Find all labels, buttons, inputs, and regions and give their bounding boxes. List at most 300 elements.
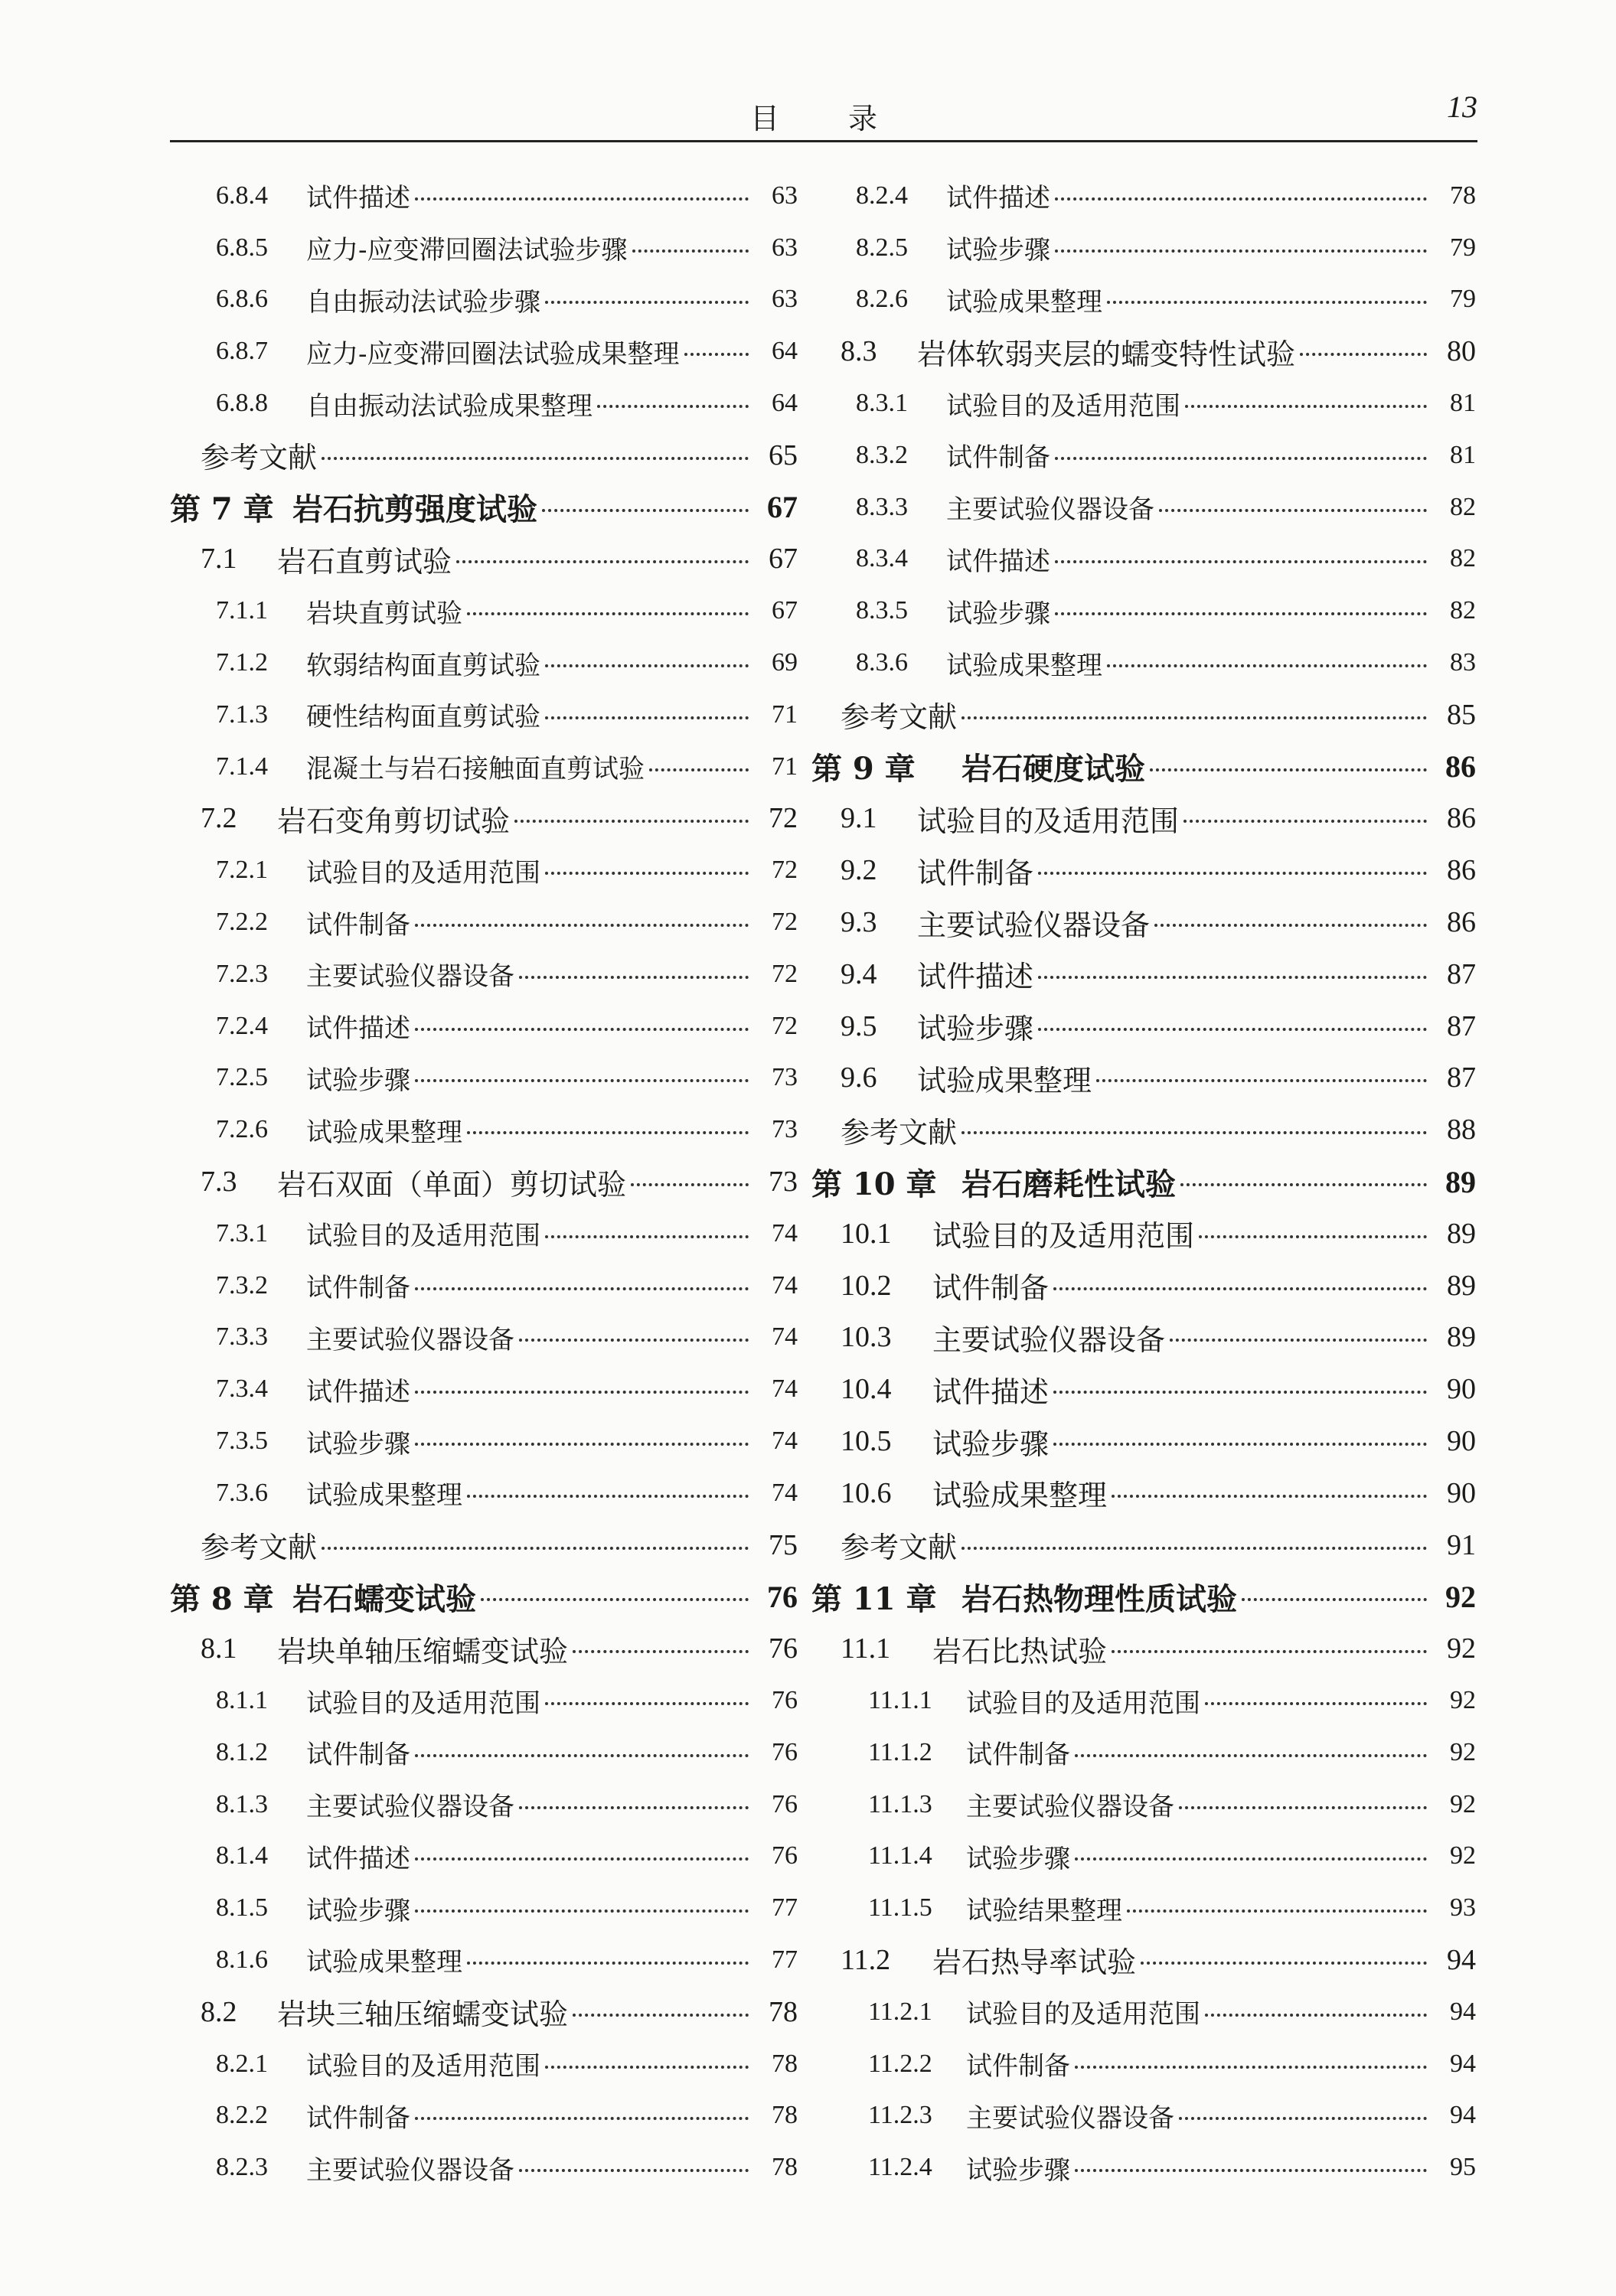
toc-entry-page: 81	[1450, 389, 1476, 418]
dot-leader	[1150, 768, 1427, 771]
toc-entry-title: 主要试验仪器设备	[966, 2102, 1174, 2134]
toc-entry-number: 8.1.5	[216, 1893, 268, 1923]
toc-entry-title: 岩体软弱夹层的蠕变特性试验	[917, 337, 1296, 371]
dot-leader	[415, 1910, 749, 1913]
dot-leader	[1038, 976, 1427, 979]
dot-leader	[573, 1650, 749, 1653]
toc-entry[interactable]	[170, 170, 798, 222]
toc-entry-page: 89	[1447, 1321, 1476, 1354]
toc-entry[interactable]	[856, 1779, 1476, 1831]
toc-entry[interactable]	[170, 689, 798, 741]
toc-entry-number: 10.4	[841, 1373, 892, 1406]
toc-entry-number: 10.5	[841, 1425, 892, 1458]
toc-entry-page: 89	[1447, 1269, 1476, 1302]
dot-leader	[1180, 1183, 1427, 1186]
toc-entry[interactable]	[170, 325, 798, 377]
toc-entry[interactable]	[170, 1312, 798, 1364]
toc-entry-number: 7.3	[201, 1166, 237, 1199]
toc-entry[interactable]	[170, 948, 798, 1000]
toc-entry-number: 6.8.4	[216, 181, 268, 210]
toc-entry[interactable]	[170, 1208, 798, 1260]
toc-entry-title: 试验成果整理	[306, 1480, 462, 1512]
dot-leader	[415, 1028, 749, 1031]
toc-entry-number: 7.1.3	[216, 700, 268, 729]
toc-entry[interactable]	[856, 533, 1476, 585]
toc-entry-number: 6.8.7	[216, 337, 268, 366]
dot-leader	[1075, 1754, 1427, 1757]
toc-entry-title: 试件制备	[306, 1740, 410, 1771]
dot-leader	[1112, 1495, 1427, 1498]
toc-entry-title: 岩块单轴压缩蠕变试验	[277, 1634, 569, 1668]
toc-entry-page: 65	[769, 439, 798, 471]
toc-entry-page: 76	[772, 1841, 798, 1870]
toc-entry-title: 试验目的及适用范围	[917, 804, 1180, 838]
dot-leader	[1179, 1806, 1427, 1809]
toc-entry-title: 试验目的及适用范围	[306, 2051, 540, 2082]
toc-entry[interactable]	[841, 1052, 1476, 1104]
toc-entry-page: 73	[769, 1166, 798, 1199]
toc-entry[interactable]	[170, 1156, 798, 1208]
toc-entry[interactable]	[841, 1000, 1476, 1052]
toc-entry-number: 10.2	[841, 1269, 892, 1302]
toc-entry-number: 8.1.3	[216, 1789, 268, 1818]
toc-entry-page: 85	[1447, 698, 1476, 731]
toc-entry-number: 7.2	[201, 802, 237, 835]
dot-leader	[1300, 353, 1427, 356]
toc-entry[interactable]	[856, 637, 1476, 689]
dot-leader	[1055, 197, 1427, 201]
dot-leader	[456, 560, 749, 563]
toc-entry-page: 63	[772, 233, 798, 262]
dot-leader	[519, 976, 749, 979]
toc-entry[interactable]	[841, 1415, 1476, 1467]
toc-entry[interactable]	[170, 2089, 798, 2141]
dot-leader	[514, 820, 749, 823]
toc-entry-number: 11.1.4	[868, 1841, 932, 1870]
toc-entry-page: 94	[1447, 1943, 1476, 1976]
dot-leader	[467, 612, 749, 615]
toc-entry-number: 11.1.3	[868, 1789, 932, 1818]
toc-entry[interactable]	[856, 2089, 1476, 2141]
toc-entry-page: 94	[1450, 2049, 1476, 2078]
toc-entry-page: 82	[1450, 544, 1476, 573]
dot-leader	[545, 716, 749, 719]
dot-leader	[545, 664, 749, 667]
toc-entry-number: 7.3.5	[216, 1427, 268, 1456]
toc-entry-page: 86	[1447, 854, 1476, 887]
toc-entry-title: 主要试验仪器设备	[306, 1324, 514, 1355]
toc-entry[interactable]	[856, 1986, 1476, 2038]
toc-entry-title: 主要试验仪器设备	[946, 494, 1154, 526]
dot-leader	[542, 509, 749, 512]
dot-leader	[1127, 1910, 1427, 1913]
dot-leader	[415, 1857, 749, 1861]
toc-entry-title: 试验步骤	[946, 598, 1050, 629]
toc-entry-page: 76	[772, 1686, 798, 1714]
toc-entry[interactable]	[841, 1519, 1476, 1571]
toc-right-column	[811, 170, 1476, 2193]
toc-entry-title: 试验步骤	[306, 1895, 410, 1926]
dot-leader	[1107, 301, 1427, 304]
toc-entry-page: 86	[1445, 749, 1476, 784]
toc-entry-page: 76	[767, 1579, 798, 1614]
toc-entry[interactable]	[841, 689, 1476, 741]
toc-entry-number: 第 7 章	[170, 491, 274, 528]
toc-entry-page: 74	[772, 1478, 798, 1507]
toc-entry[interactable]	[170, 1571, 798, 1623]
toc-entry[interactable]	[170, 1260, 798, 1312]
toc-entry-title: 试验结果整理	[966, 1895, 1122, 1926]
toc-entry-page: 78	[772, 2101, 798, 2130]
toc-entry-number: 8.2.3	[216, 2153, 268, 2182]
toc-entry-page: 71	[772, 752, 798, 781]
toc-entry-page: 73	[772, 1063, 798, 1092]
toc-entry[interactable]	[170, 1415, 798, 1467]
toc-entry-number: 8.1.1	[216, 1686, 268, 1714]
toc-entry[interactable]	[856, 1882, 1476, 1934]
dot-leader	[1055, 612, 1427, 615]
toc-entry[interactable]	[841, 1260, 1476, 1312]
toc-entry-title: 试验步骤	[946, 235, 1050, 266]
toc-entry-title: 岩石热物理性质试验	[961, 1580, 1237, 1617]
toc-entry[interactable]	[170, 844, 798, 896]
toc-entry[interactable]	[170, 222, 798, 274]
toc-entry-page: 72	[772, 856, 798, 885]
toc-entry-title: 试件制备	[917, 856, 1034, 890]
toc-entry-title: 试件描述	[306, 183, 410, 214]
toc-entry-page: 92	[1447, 1632, 1476, 1665]
toc-entry[interactable]	[811, 1571, 1476, 1623]
toc-entry[interactable]	[841, 1363, 1476, 1415]
toc-entry-page: 69	[772, 648, 798, 677]
toc-entry-title: 试验成果整理	[306, 1947, 462, 1978]
toc-entry-title: 自由振动法试验步骤	[306, 286, 540, 318]
toc-entry-title: 参考文献	[841, 1531, 958, 1565]
toc-entry-number: 9.4	[841, 957, 877, 990]
toc-entry-number: 10.6	[841, 1476, 892, 1509]
toc-entry[interactable]	[841, 325, 1476, 377]
toc-entry-number: 7.2.6	[216, 1115, 268, 1144]
toc-entry-number: 11.1.1	[868, 1686, 932, 1714]
toc-entry-number: 11.2.2	[868, 2049, 932, 2078]
toc-entry[interactable]	[856, 2141, 1476, 2193]
toc-entry-page: 72	[772, 908, 798, 937]
toc-entry-page: 93	[1450, 1893, 1476, 1923]
toc-entry-page: 67	[772, 596, 798, 625]
toc-entry[interactable]	[856, 429, 1476, 481]
toc-entry-title: 应力-应变滞回圈法试验步骤	[306, 235, 628, 266]
toc-entry[interactable]	[170, 1519, 798, 1571]
toc-entry[interactable]	[856, 2038, 1476, 2090]
toc-entry[interactable]	[170, 1727, 798, 1779]
toc-entry[interactable]	[170, 429, 798, 481]
dot-leader	[1242, 1598, 1427, 1601]
toc-entry[interactable]	[170, 1104, 798, 1156]
toc-entry[interactable]	[841, 844, 1476, 896]
dot-leader	[415, 1754, 749, 1757]
toc-entry-page: 74	[772, 1375, 798, 1404]
toc-entry[interactable]	[841, 948, 1476, 1000]
toc-entry-page: 91	[1447, 1528, 1476, 1561]
dot-leader	[1053, 1287, 1427, 1290]
toc-entry-number: 8.3.3	[856, 492, 908, 521]
toc-entry-page: 63	[772, 285, 798, 314]
toc-entry[interactable]	[856, 222, 1476, 274]
toc-entry-page: 76	[772, 1737, 798, 1766]
toc-entry-number: 7.3.2	[216, 1270, 268, 1300]
toc-entry-number: 8.3.6	[856, 648, 908, 677]
toc-entry[interactable]	[841, 1467, 1476, 1519]
toc-entry-number: 8.2.6	[856, 285, 908, 314]
dot-leader	[1096, 1079, 1427, 1082]
toc-entry-title: 试件描述	[932, 1375, 1050, 1409]
toc-entry-page: 71	[772, 700, 798, 729]
toc-entry-number: 第 10 章	[811, 1166, 937, 1202]
toc-entry[interactable]	[856, 274, 1476, 326]
toc-entry[interactable]	[856, 170, 1476, 222]
toc-entry[interactable]	[170, 1779, 798, 1831]
toc-entry-number: 10.1	[841, 1217, 892, 1250]
dot-leader	[632, 249, 749, 253]
toc-entry-number: 11.1.2	[868, 1737, 932, 1766]
toc-entry-title: 岩石蠕变试验	[292, 1580, 476, 1617]
toc-entry-page: 86	[1447, 906, 1476, 939]
toc-entry-number: 11.1	[841, 1632, 891, 1665]
toc-entry[interactable]	[170, 1934, 798, 1986]
toc-entry[interactable]	[170, 1623, 798, 1675]
toc-entry-page: 92	[1445, 1579, 1476, 1614]
toc-entry-number: 8.3.4	[856, 544, 908, 573]
toc-entry[interactable]	[170, 274, 798, 326]
dot-leader	[415, 924, 749, 927]
toc-entry-title: 岩块三轴压缩蠕变试验	[277, 1998, 569, 2032]
toc-entry[interactable]	[170, 1363, 798, 1415]
toc-entry[interactable]	[170, 1467, 798, 1519]
toc-entry[interactable]	[170, 533, 798, 585]
toc-entry-title: 岩石直剪试验	[277, 544, 452, 579]
toc-entry-page: 74	[772, 1322, 798, 1352]
toc-entry[interactable]	[856, 1831, 1476, 1883]
dot-leader	[1075, 2066, 1427, 2069]
toc-left-column	[170, 170, 798, 2193]
dot-leader	[545, 1702, 749, 1705]
toc-entry[interactable]	[841, 1934, 1476, 1986]
toc-entry-title: 试验成果整理	[932, 1479, 1108, 1513]
toc-entry[interactable]	[841, 896, 1476, 948]
toc-entry-title: 应力-应变滞回圈法试验成果整理	[306, 338, 680, 370]
toc-entry-page: 73	[772, 1115, 798, 1144]
toc-entry-page: 92	[1450, 1841, 1476, 1870]
toc-entry-number: 9.3	[841, 906, 877, 939]
toc-entry-title: 试件描述	[306, 1843, 410, 1874]
dot-leader	[1159, 509, 1427, 512]
toc-entry-title: 试验目的及适用范围	[306, 1688, 540, 1719]
toc-entry-title: 试件制备	[946, 442, 1050, 474]
toc-entry-title: 主要试验仪器设备	[966, 1792, 1174, 1823]
toc-entry-title: 试件制备	[932, 1271, 1050, 1306]
toc-entry-page: 90	[1447, 1425, 1476, 1458]
toc-entry-title: 试验目的及适用范围	[946, 390, 1180, 422]
toc-entry-number: 11.2.3	[868, 2101, 932, 2130]
toc-entry-number: 7.1.4	[216, 752, 268, 781]
toc-entry[interactable]	[841, 1104, 1476, 1156]
dot-leader	[519, 1806, 749, 1809]
dot-leader	[322, 457, 749, 460]
dot-leader	[961, 1547, 1427, 1550]
dot-leader	[597, 405, 749, 408]
toc-entry-page: 78	[772, 2049, 798, 2078]
toc-entry-page: 67	[769, 543, 798, 576]
toc-entry[interactable]	[170, 896, 798, 948]
toc-entry[interactable]	[856, 377, 1476, 429]
toc-entry-title: 试验目的及适用范围	[966, 1999, 1200, 2030]
toc-entry-title: 试件描述	[946, 546, 1050, 577]
dot-leader	[1183, 820, 1427, 823]
dot-leader	[1038, 1028, 1427, 1031]
toc-entry-page: 89	[1445, 1164, 1476, 1199]
toc-entry[interactable]	[811, 741, 1476, 793]
dot-leader	[961, 1131, 1427, 1134]
toc-entry[interactable]	[170, 585, 798, 637]
dot-leader	[1170, 1339, 1427, 1342]
toc-entry-number: 8.1.6	[216, 1945, 268, 1974]
toc-entry-number: 7.1	[201, 543, 237, 576]
toc-entry[interactable]	[170, 793, 798, 845]
toc-entry-title: 试件描述	[946, 183, 1050, 214]
dot-leader	[1053, 1443, 1427, 1446]
toc-entry-title: 主要试验仪器设备	[932, 1322, 1166, 1357]
toc-entry-page: 90	[1447, 1373, 1476, 1406]
dot-leader	[481, 1598, 749, 1601]
toc-entry-title: 试验成果整理	[946, 650, 1102, 681]
toc-entry-title: 岩石热导率试验	[932, 1945, 1137, 1980]
toc-entry-title: 试件制备	[966, 2051, 1070, 2082]
toc-entry-title: 试验步骤	[932, 1427, 1050, 1461]
toc-entry-number: 7.1.1	[216, 596, 268, 625]
toc-entry[interactable]	[841, 1623, 1476, 1675]
toc-entry-number: 7.2.5	[216, 1063, 268, 1092]
dot-leader	[415, 1079, 749, 1082]
toc-entry-title: 试验成果整理	[917, 1063, 1092, 1097]
toc-entry-number: 7.2.4	[216, 1011, 268, 1040]
toc-entry-page: 92	[1450, 1737, 1476, 1766]
toc-entry-title: 试件描述	[306, 1013, 410, 1045]
toc-entry[interactable]	[170, 1986, 798, 2038]
toc-entry-number: 7.2.2	[216, 908, 268, 937]
toc-entry[interactable]	[170, 2038, 798, 2090]
toc-entry[interactable]	[170, 1000, 798, 1052]
dot-leader	[519, 2169, 749, 2172]
page-number: 13	[1447, 90, 1477, 124]
toc-entry-page: 74	[772, 1427, 798, 1456]
toc-entry-title: 试验步骤	[917, 1012, 1034, 1046]
dot-leader	[415, 197, 749, 201]
dot-leader	[1055, 560, 1427, 563]
toc-entry-title: 岩块直剪试验	[306, 598, 462, 629]
toc-entry-title: 试验步骤	[966, 1843, 1070, 1874]
toc-entry-number: 7.3.4	[216, 1375, 268, 1404]
toc-entry-number: 7.1.2	[216, 648, 268, 677]
toc-entry[interactable]	[170, 2141, 798, 2193]
toc-entry[interactable]	[170, 377, 798, 429]
toc-entry-number: 8.3	[841, 335, 877, 368]
toc-entry-title: 试验目的及适用范围	[306, 857, 540, 889]
toc-entry[interactable]	[170, 1882, 798, 1934]
toc-entry-number: 7.3.6	[216, 1478, 268, 1507]
toc-entry[interactable]	[170, 637, 798, 689]
toc-entry-title: 参考文献	[841, 700, 958, 735]
dot-leader	[1199, 1235, 1427, 1238]
toc-entry[interactable]	[856, 1675, 1476, 1727]
toc-entry-title: 岩石磨耗性试验	[961, 1166, 1176, 1202]
toc-entry-page: 94	[1450, 1997, 1476, 2026]
toc-entry[interactable]	[856, 585, 1476, 637]
toc-entry-number: 7.2.1	[216, 856, 268, 885]
toc-entry-title: 试验步骤	[306, 1065, 410, 1096]
toc-entry-title: 主要试验仪器设备	[306, 1792, 514, 1823]
toc-entry-number: 11.2.4	[868, 2153, 932, 2182]
toc-entry-title: 试件描述	[306, 1376, 410, 1407]
dot-leader	[1141, 1962, 1427, 1965]
toc-entry[interactable]	[170, 1675, 798, 1727]
toc-entry-page: 87	[1447, 1062, 1476, 1094]
toc-entry-number: 11.1.5	[868, 1893, 932, 1923]
toc-entry-page: 87	[1447, 957, 1476, 990]
toc-entry[interactable]	[841, 1208, 1476, 1260]
dot-leader	[1107, 664, 1427, 667]
toc-entry-number: 8.1.4	[216, 1841, 268, 1870]
toc-entry-page: 81	[1450, 440, 1476, 469]
toc-entry[interactable]	[170, 1831, 798, 1883]
toc-entry-number: 11.2	[841, 1943, 891, 1976]
toc-entry-title: 岩石比热试验	[932, 1634, 1108, 1668]
dot-leader	[322, 1547, 749, 1550]
toc-entry[interactable]	[170, 1052, 798, 1104]
toc-entry-title: 试件制备	[306, 1273, 410, 1304]
toc-entry[interactable]	[841, 793, 1476, 845]
toc-entry-title: 试件制备	[966, 1740, 1070, 1771]
toc-entry[interactable]	[841, 1312, 1476, 1364]
toc-entry[interactable]	[856, 1727, 1476, 1779]
toc-entry-title: 试验成果整理	[306, 1117, 462, 1148]
toc-entry-number: 7.3.3	[216, 1322, 268, 1352]
toc-entry[interactable]	[856, 481, 1476, 533]
toc-entry-number: 6.8.6	[216, 285, 268, 314]
toc-entry-title: 混凝土与岩石接触面直剪试验	[306, 754, 645, 785]
dot-leader	[573, 2014, 749, 2017]
toc-entry[interactable]	[170, 741, 798, 793]
toc-entry-page: 75	[769, 1528, 798, 1561]
toc-entry-page: 72	[772, 1011, 798, 1040]
dot-leader	[1185, 405, 1427, 408]
toc-entry-page: 94	[1450, 2101, 1476, 2130]
dot-leader	[545, 2066, 749, 2069]
toc-entry-number: 8.2.5	[856, 233, 908, 262]
dot-leader	[649, 768, 749, 771]
toc-entry-number: 第 8 章	[170, 1580, 274, 1617]
toc-entry-page: 78	[772, 2153, 798, 2182]
toc-entry-page: 88	[1447, 1114, 1476, 1146]
toc-entry-page: 87	[1447, 1009, 1476, 1042]
toc-entry-title: 主要试验仪器设备	[917, 908, 1151, 942]
toc-entry-page: 92	[1450, 1789, 1476, 1818]
toc-entry-page: 63	[772, 181, 798, 210]
toc-entry[interactable]	[170, 481, 798, 533]
toc-entry[interactable]	[811, 1156, 1476, 1208]
dot-leader	[1154, 924, 1427, 927]
toc-entry-page: 77	[772, 1893, 798, 1923]
toc-entry-title: 试验成果整理	[946, 286, 1102, 318]
